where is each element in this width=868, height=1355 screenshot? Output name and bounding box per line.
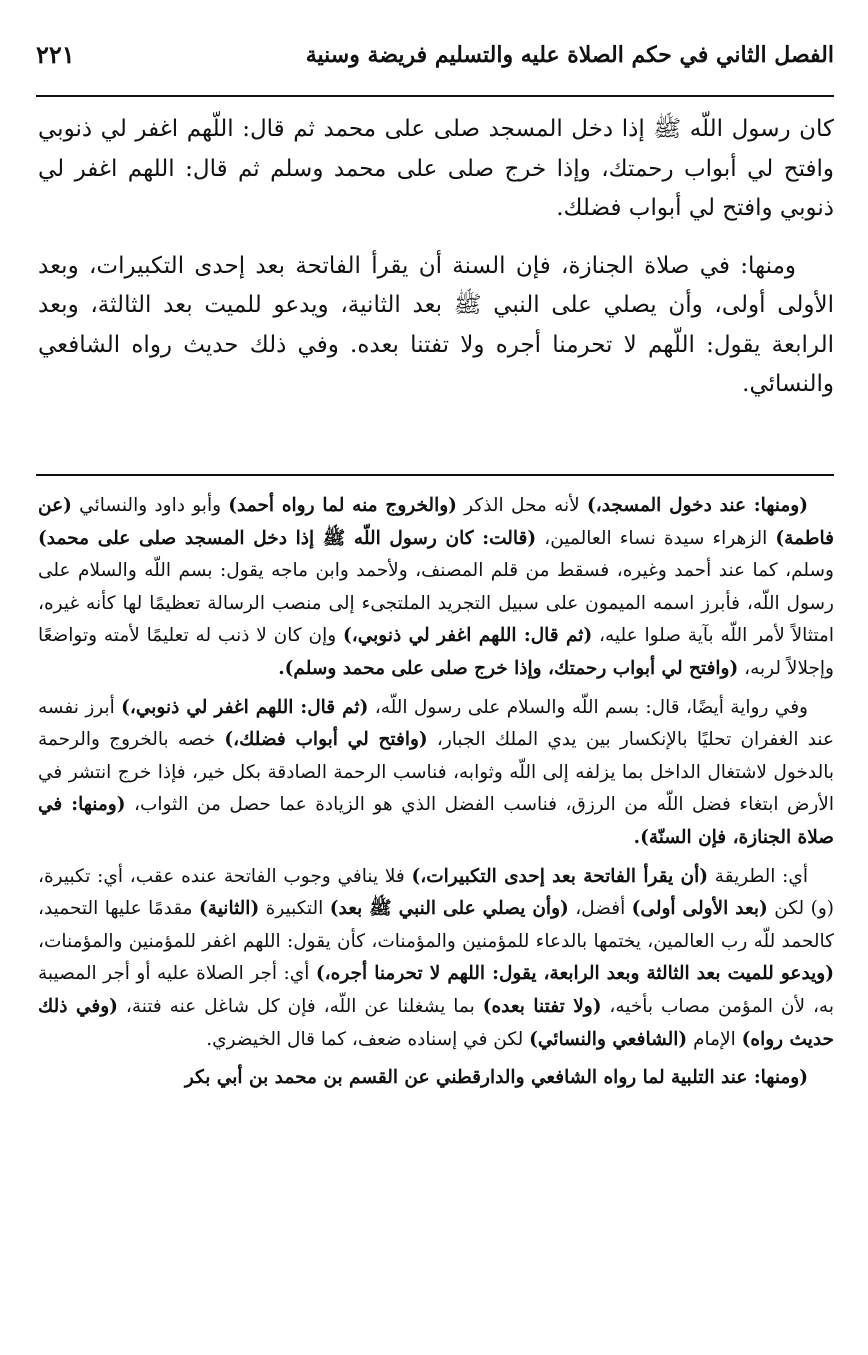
quoted-text: (وأن يصلي على النبي ﷺ بعد) (329, 898, 569, 920)
commentary-text: مقدمًا عليها التحميد، كالحمد للّه رب العالمين، يختمها بالدعاء للمؤمنين والمؤمنات، كأن يقول: اللهم اغفر للمؤمنين والمؤمنات، (38, 898, 834, 952)
commentary-text: وفي رواية أيضًا، قال: بسم اللّه والسلام على رسول اللّه، (368, 696, 808, 718)
commentary-text: وأبو داود والنسائي (71, 495, 229, 516)
commentary-rule (36, 474, 834, 476)
main-text (38, 110, 834, 405)
chapter-title: الفصل الثاني في حكم الصلاة عليه والتسليم فريضة وسنية (305, 42, 834, 68)
quoted-text: (ثم قال: اللهم اغفر لي ذنوبي،) (121, 696, 369, 718)
quoted-text: (وافتح لي أبواب فضلك،) (224, 729, 428, 751)
commentary (38, 490, 834, 1095)
commentary-text: أي: أجر الصلاة عليه أو أجر المصيبة به، لأن المؤمن مصاب بأخيه، (38, 963, 834, 1017)
quoted-text: (وافتح لي أبواب رحمتك، وإذا خرج صلى على محمد وسلم). (278, 657, 739, 679)
commentary-text: أبرز نفسه عند الغفران تحليًا بالإنكسار بين يدي الملك الجبار، (38, 696, 834, 751)
quoted-text: (بعد الأولى أولى) (631, 898, 768, 920)
quoted-text: (ومنها: عند التلبية لما رواه الشافعي والدارقطني عن القسم بن محمد بن أبي بكر (184, 1067, 808, 1089)
commentary-text: التكبيرة (259, 898, 330, 920)
header-rule (36, 95, 834, 97)
quoted-text: (ومنها: عند دخول المسجد،) (586, 495, 808, 516)
quoted-text: (الثانية) (199, 898, 260, 920)
commentary-text: وسلم، كما عند أحمد وغيره، فسقط من قلم المصنف، ولأحمد وابن ماجه يقول: بسم اللّه والسلام على رسول اللّه، فأبرز اسمه الميمون على سبيل التجريد الملتجىء إلى منصب الرسالة تعظيمًا لها كأنه غيره، امتثالاً لأمر اللّه بآية صلوا عليه، (38, 560, 834, 647)
quoted-text: (ثم قال: اللهم اغفر لي ذنوبي،) (342, 625, 593, 647)
commentary-text: خصه بالخروج والرحمة بالدخول لاشتغال الداخل بما يزلفه إلى اللّه وثوابه، فناسب الرحمة الصادقة بكل خير، فإذا خرج انتشر في الأرض ابتغاء فضل اللّه من الرزق، فناسب الفضل الذي هو الزيادة عما حصل من الثواب، (38, 729, 834, 816)
quoted-text: (وفي ذلك حديث رواه) (38, 995, 834, 1050)
commentary-paragraph-3 (38, 861, 834, 1057)
running-header (36, 36, 834, 88)
main-paragraph-2: ومنها: في صلاة الجنازة، فإن السنة أن يقرأ الفاتحة بعد إحدى التكبيرات، وبعد الأولى أولى، وأن يصلي على النبي ﷺ بعد الثانية، ويدعو للميت بعد الثالثة، وبعد الرابعة يقول: اللّهم لا تحرمنا أجره ولا تفتنا بعده. وفي ذلك حديث رواه الشافعي والنسائي. (38, 252, 834, 397)
quoted-text: (عن فاطمة) (38, 495, 834, 549)
quoted-text: (ويدعو للميت بعد الثالثة وبعد الرابعة، يقول: اللهم لا تحرمنا أجره،) (315, 963, 834, 985)
main-paragraph-1: كان رسول اللّه ﷺ إذا دخل المسجد صلى على محمد ثم قال: اللّهم اغفر لي ذنوبي وافتح لي أبواب رحمتك، وإذا خرج صلى على محمد وسلم ثم قال: اللهم اغفر لي ذنوبي وافتح لي أبواب فضلك. (38, 116, 834, 221)
quoted-text: (ومنها: في صلاة الجنازة، فإن السنّة). (38, 794, 834, 848)
quoted-text: (ولا تفتنا بعده) (482, 995, 602, 1017)
commentary-text: أي: الطريقة (708, 865, 808, 887)
commentary-text: فلا ينافي وجوب الفاتحة عنده عقب، أي: تكبيرة، (و) لكن (38, 865, 834, 920)
quoted-text: (أن يقرأ الفاتحة بعد إحدى التكبيرات،) (411, 865, 709, 887)
quoted-text: (قالت: كان رسول اللّه ﷺ إذا دخل المسجد صلى على محمد) (38, 527, 537, 549)
commentary-text: أفضل، (568, 898, 632, 920)
commentary-text: الإمام (687, 1028, 742, 1050)
commentary-text: الزهراء سيدة نساء العالمين، (536, 527, 776, 549)
quoted-text: (الشافعي والنسائي) (529, 1028, 688, 1050)
commentary-text: وإن كان لا ذنب له تعليمًا لأمته وتواضعًا وإجلالاً لربه، (38, 625, 834, 679)
page-number: ٢٢١ (36, 40, 75, 69)
commentary-text: بما يشغلنا عن اللّه، فإن كل شاغل عنه فتنة، (117, 995, 483, 1017)
commentary-text: لكن في إسناده ضعف، كما قال الخيضري. (206, 1028, 530, 1050)
commentary-text: لأنه محل الذكر (456, 495, 587, 516)
commentary-paragraph-4 (38, 1062, 834, 1095)
commentary-paragraph-2 (38, 692, 834, 855)
quoted-text: (والخروج منه لما رواه أحمد) (228, 495, 457, 516)
commentary-paragraph-1 (38, 490, 834, 686)
